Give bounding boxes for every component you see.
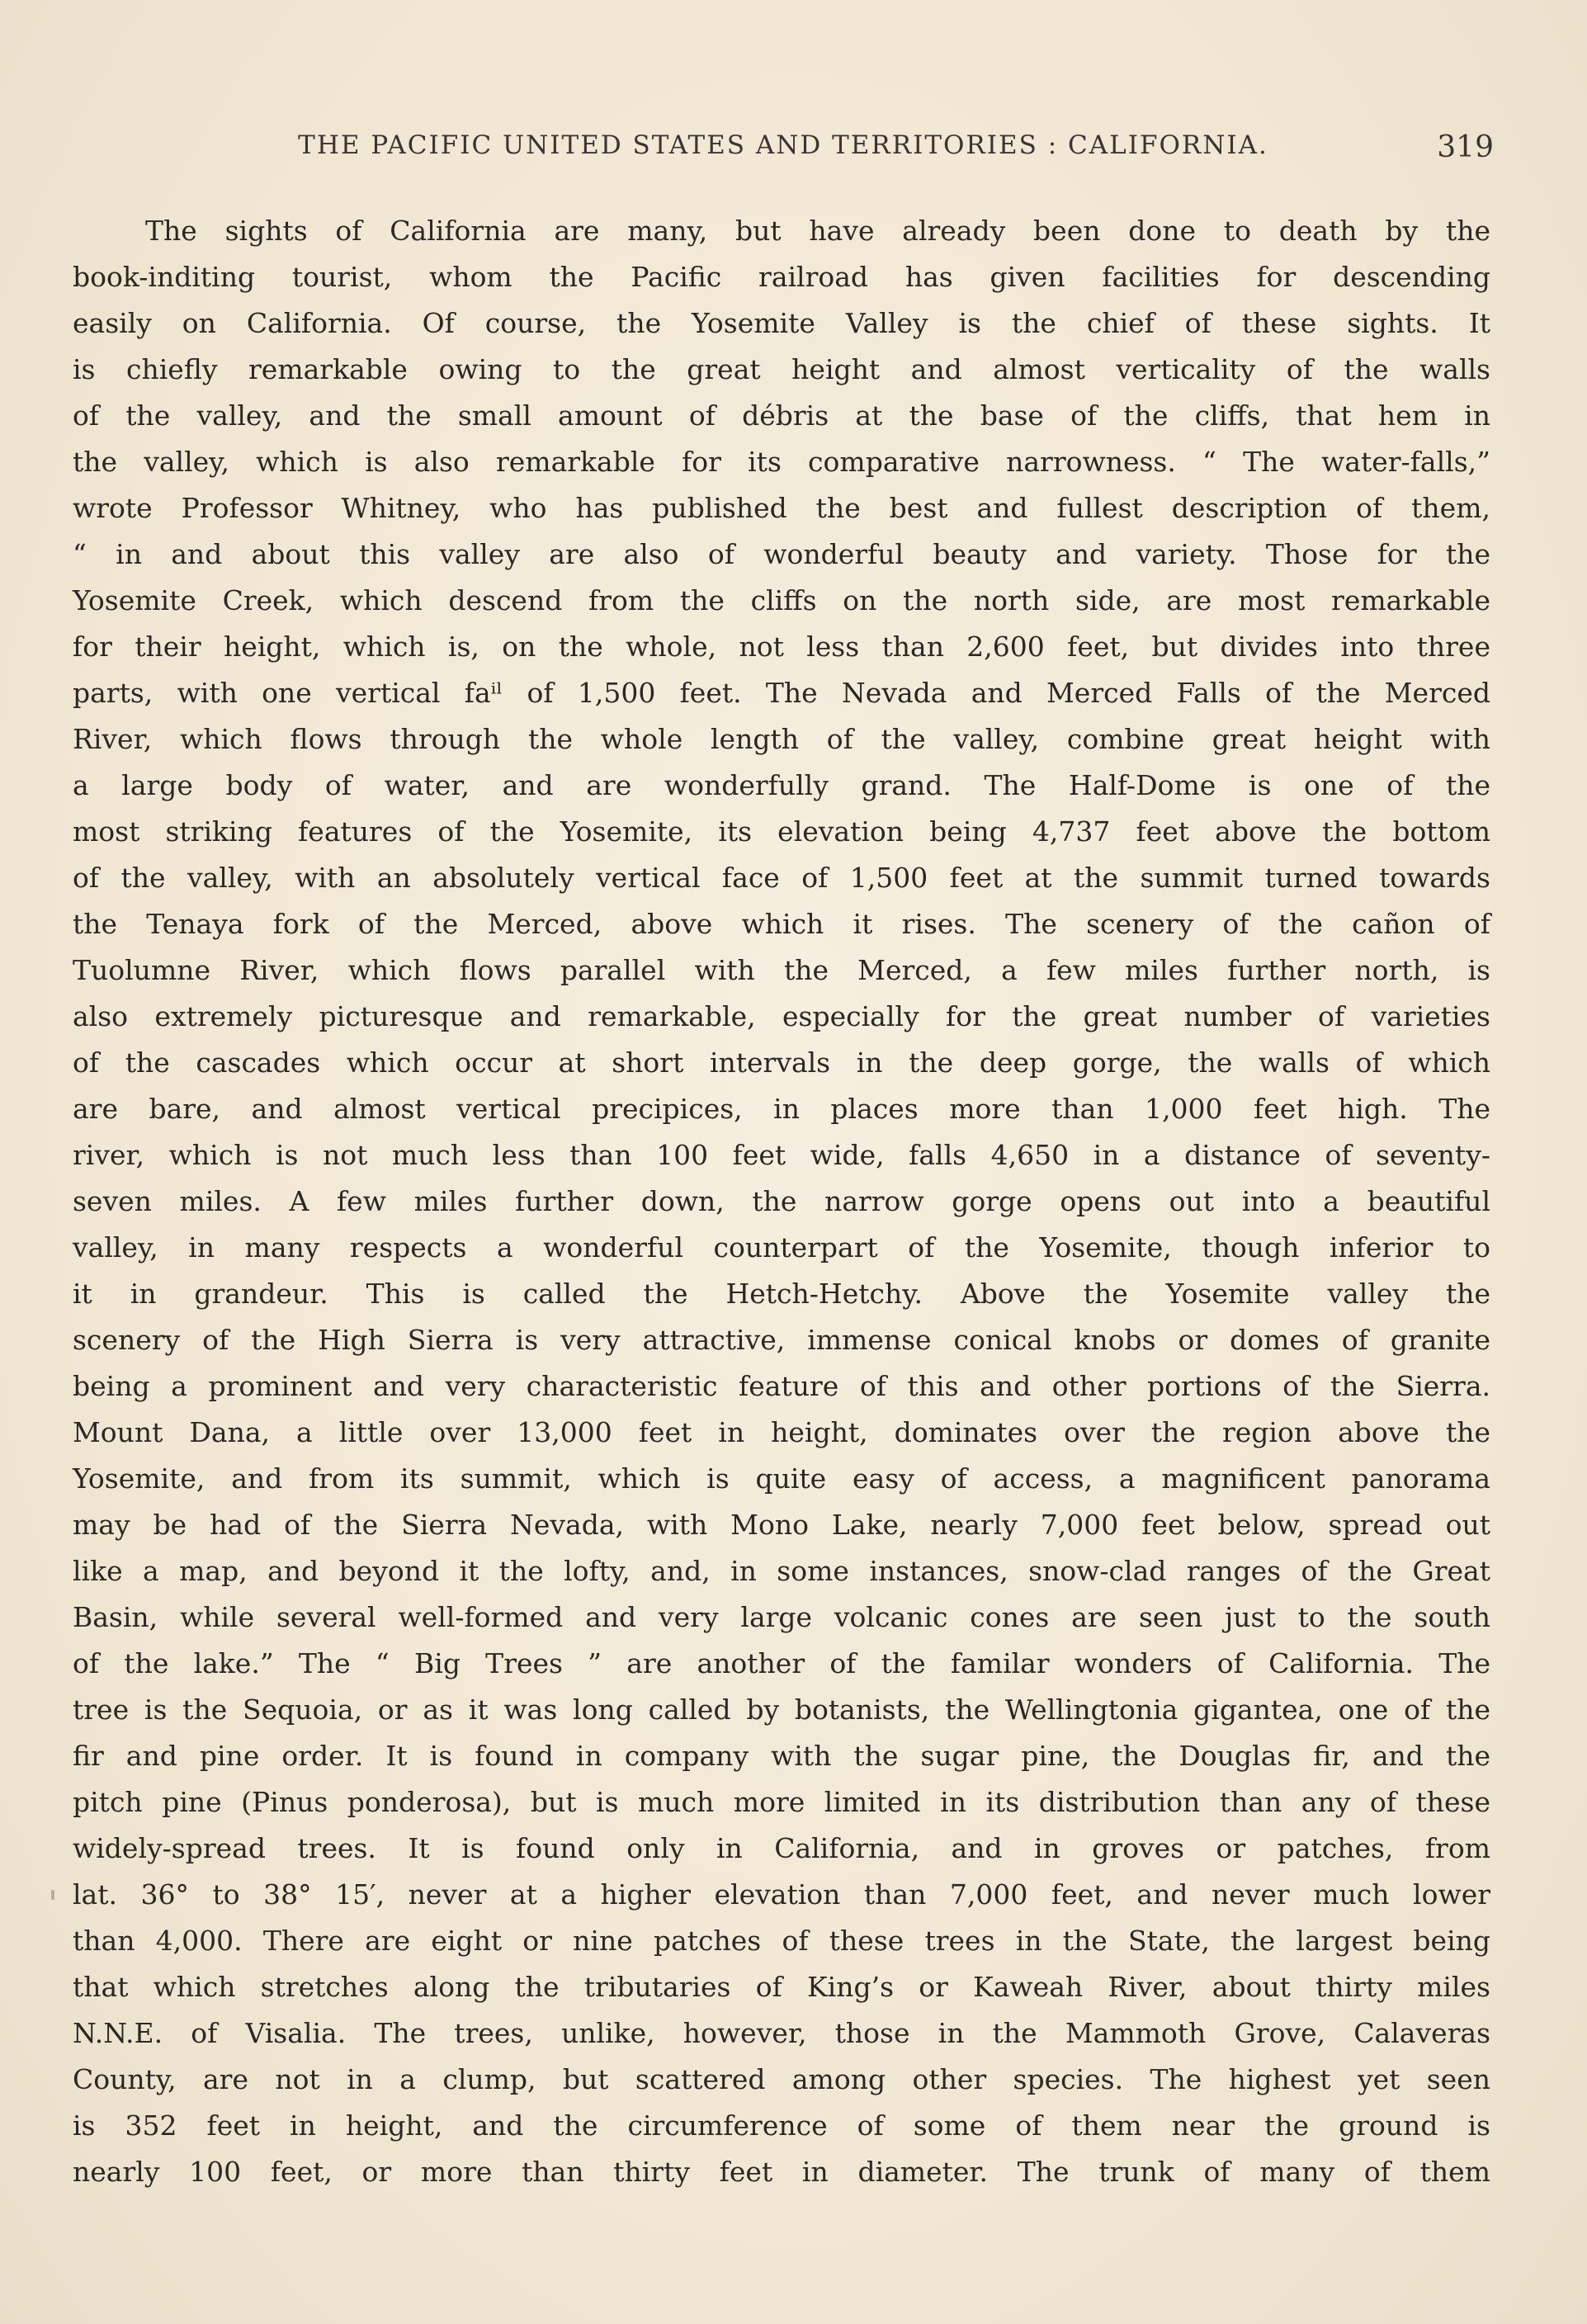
text-line: Basin, while several well-formed and very large volcanic cones are seen just to the south [73, 1601, 1490, 1633]
text-line: river, which is not much less than 100 feet wide, falls 4,650 in a distance of seventy- [73, 1139, 1490, 1171]
text-line: “ in and about this valley are also of wonderful beauty and variety. Those for the [73, 538, 1490, 570]
text-line: Mount Dana, a little over 13,000 feet in height, dominates over the region above the [73, 1416, 1490, 1448]
text-line: book-inditing tourist, whom the Pacific railroad has given facilities for descending [73, 261, 1490, 293]
text-line: tree is the Sequoia, or as it was long called by botanists, the Wellingtonia gigantea, one of the [73, 1693, 1490, 1726]
text-line: widely-spread trees. It is found only in California, and in groves or patches, from [73, 1832, 1490, 1864]
text-line: are bare, and almost vertical precipices, in places more than 1,000 feet high. The [73, 1093, 1490, 1125]
text-line: easily on California. Of course, the Yosemite Valley is the chief of these sights. It [73, 307, 1490, 339]
text-line: the valley, which is also remarkable for its comparative narrowness. “ The water-falls,” [73, 446, 1490, 478]
text-line: fir and pine order. It is found in company with the sugar pine, the Douglas fir, and the [73, 1740, 1490, 1772]
text-line: Yosemite Creek, which descend from the cliffs on the north side, are most remarkable [73, 584, 1490, 616]
text-line: of the lake.” The “ Big Trees ” are another of the familar wonders of California. The [73, 1647, 1490, 1679]
running-title: THE PACIFIC UNITED STATES AND TERRITORIES : CALIFORNIA. [298, 130, 1268, 160]
text-line: is chiefly remarkable owing to the great height and almost verticality of the walls [73, 353, 1490, 385]
margin-mark [51, 1890, 54, 1900]
text-line: County, are not in a clump, but scattered among other species. The highest yet seen [73, 2063, 1490, 2095]
text-line: of the cascades which occur at short intervals in the deep gorge, the walls of which [73, 1046, 1490, 1079]
text-line: of the valley, with an absolutely vertical face of 1,500 feet at the summit turned towards [73, 862, 1490, 894]
text-line: for their height, which is, on the whole, not less than 2,600 feet, but divides into three [73, 631, 1490, 663]
text-line: the Tenaya fork of the Merced, above which it rises. The scenery of the cañon of [73, 908, 1490, 940]
text-line: also extremely picturesque and remarkable, especially for the great number of varieties [73, 1000, 1490, 1032]
text-line: The sights of California are many, but have already been done to death by the [145, 215, 1490, 247]
text-line: a large body of water, and are wonderfully grand. The Half-Dome is one of the [73, 769, 1490, 801]
text-line: it in grandeur. This is called the Hetch-Hetchy. Above the Yosemite valley the [73, 1278, 1490, 1310]
text-line: than 4,000. There are eight or nine patches of these trees in the State, the largest being [73, 1925, 1490, 1957]
text-line: parts, with one vertical faⁱˡ of 1,500 feet. The Nevada and Merced Falls of the Merced [73, 677, 1490, 709]
text-line: River, which flows through the whole length of the valley, combine great height with [73, 723, 1490, 755]
text-line: Yosemite, and from its summit, which is quite easy of access, a magnificent panorama [73, 1462, 1490, 1495]
text-line: lat. 36° to 38° 15′, never at a higher elevation than 7,000 feet, and never much lower [73, 1878, 1490, 1911]
text-line: scenery of the High Sierra is very attractive, immense conical knobs or domes of granite [73, 1324, 1490, 1356]
text-line: is 352 feet in height, and the circumference of some of them near the ground is [73, 2109, 1490, 2142]
text-line: Tuolumne River, which flows parallel with the Merced, a few miles further north, is [73, 954, 1490, 986]
text-line: wrote Professor Whitney, who has published the best and fullest description of them, [73, 492, 1490, 524]
running-head [73, 130, 1494, 172]
text-line: of the valley, and the small amount of débris at the base of the cliffs, that hem in [73, 399, 1490, 432]
text-line: seven miles. A few miles further down, the narrow gorge opens out into a beautiful [73, 1185, 1490, 1217]
text-line: pitch pine (Pinus ponderosa), but is much more limited in its distribution than any of these [73, 1786, 1490, 1818]
text-line: that which stretches along the tributaries of King’s or Kaweah River, about thirty miles [73, 1971, 1490, 2003]
text-line: like a map, and beyond it the lofty, and, in some instances, snow-clad ranges of the Great [73, 1555, 1490, 1587]
text-line: being a prominent and very characteristic feature of this and other portions of the Sierra. [73, 1370, 1490, 1402]
body-text [73, 208, 1490, 2195]
text-line: valley, in many respects a wonderful counterpart of the Yosemite, though inferior to [73, 1231, 1490, 1264]
text-line: N.N.E. of Visalia. The trees, unlike, however, those in the Mammoth Grove, Calaveras [73, 2017, 1490, 2049]
text-line: nearly 100 feet, or more than thirty feet in diameter. The trunk of many of them [73, 2156, 1490, 2188]
page-number: 319 [1437, 130, 1494, 164]
text-line: most striking features of the Yosemite, its elevation being 4,737 feet above the bottom [73, 815, 1490, 848]
text-line: may be had of the Sierra Nevada, with Mono Lake, nearly 7,000 feet below, spread out [73, 1509, 1490, 1541]
